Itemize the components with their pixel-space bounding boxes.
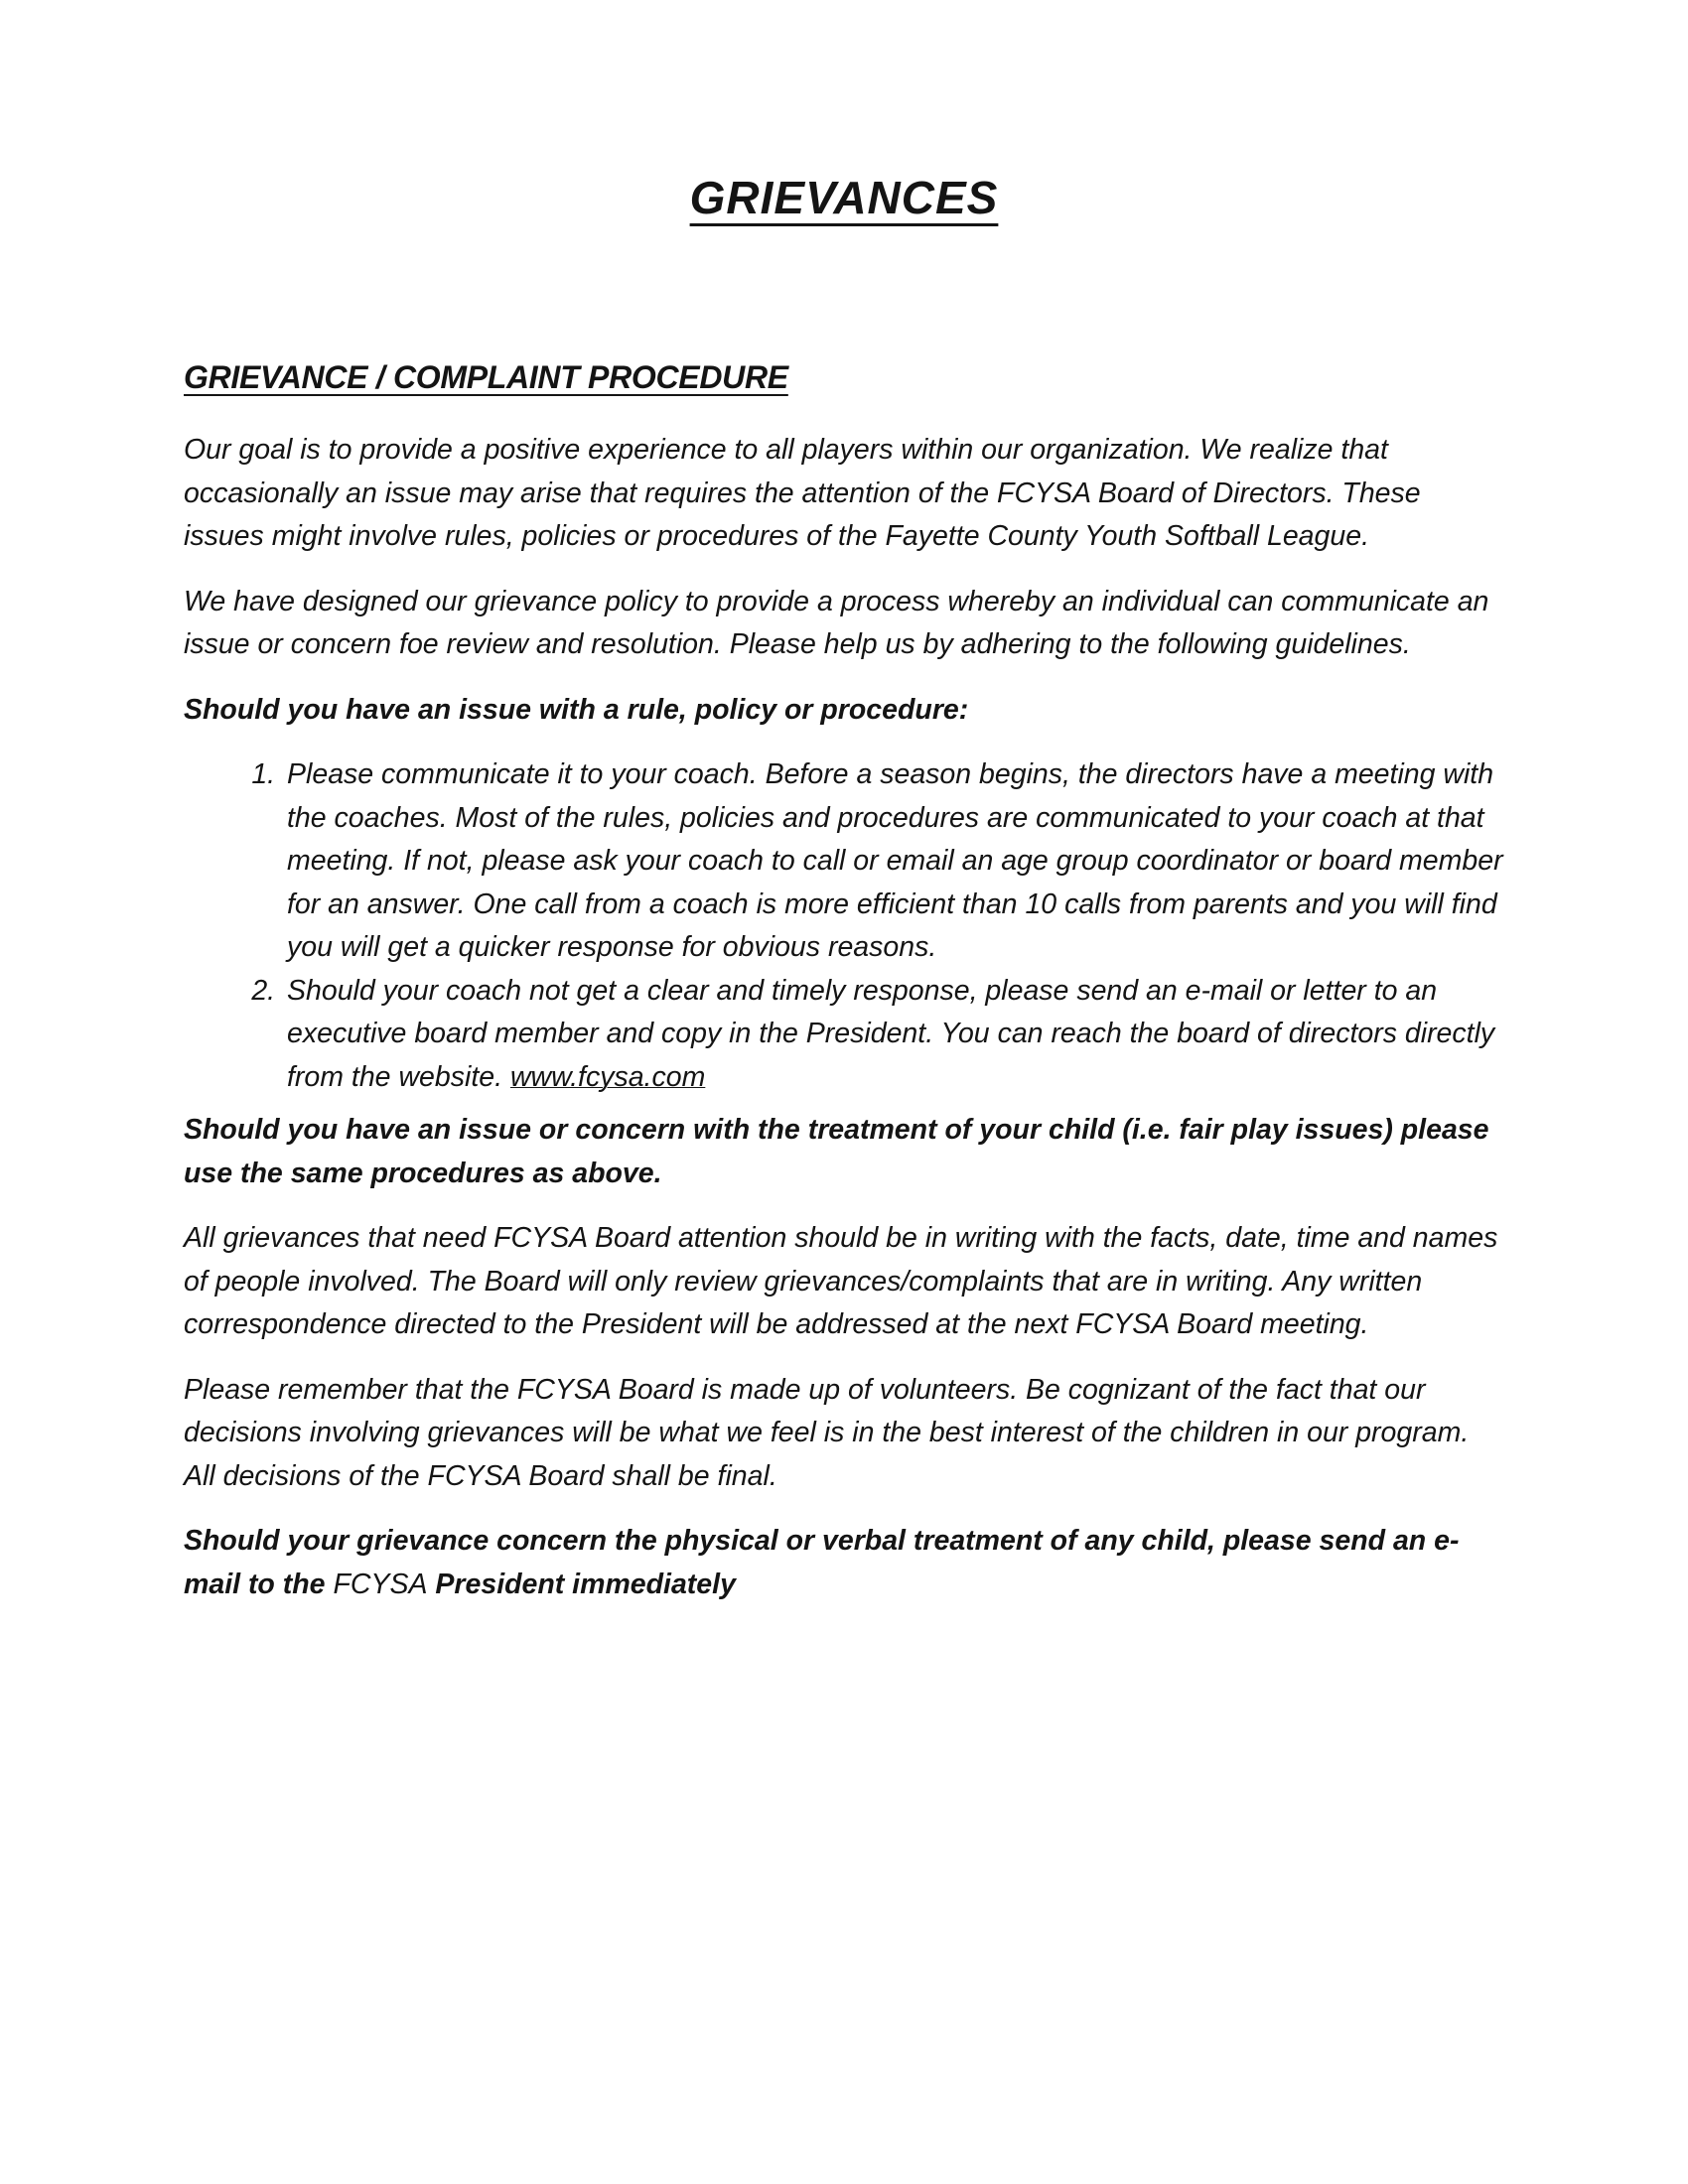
rule-issue-heading: Should you have an issue with a rule, policy or procedure: <box>184 693 969 726</box>
procedure-step-1 <box>283 753 1504 970</box>
physical-org-name: FCYSA <box>333 1568 428 1600</box>
procedure-steps-list <box>184 753 1504 1099</box>
page-title: GRIEVANCES <box>689 172 999 223</box>
physical-text-before: Should your grievance concern the physical or verbal treatment of any child, please send an e-mail to the <box>184 1525 1460 1600</box>
volunteers-paragraph: Please remember that the FCYSA Board is made up of volunteers. Be cognizant of the fact that our decisions involving grievances will be what we feel is in the best interest of the children in our program. All decisions of the FCYSA Board shall be final. <box>184 1373 1470 1492</box>
policy-paragraph: We have designed our grievance policy to provide a process whereby an individual can communicate an issue or concern foe review and resolution. Please help us by adhering to the following guidelines. <box>184 585 1489 660</box>
website-link[interactable]: www.fcysa.com <box>509 1060 706 1093</box>
treatment-heading: Should you have an issue or concern with the treatment of your child (i.e. fair play issues) please use the same procedures as above. <box>184 1114 1489 1189</box>
intro-paragraph: Our goal is to provide a positive experience to all players within our organization. We realize that occasionally an issue may arise that requires the attention of the FCYSA Board of Directors. These issues might involve rules, policies or procedures of the Fayette County Youth Softball League. <box>184 434 1421 552</box>
procedure-step-2 <box>283 970 1504 1100</box>
section-heading: GRIEVANCE / COMPLAINT PROCEDURE <box>184 359 788 395</box>
step-2-text: Should your coach not get a clear and timely response, please send an e-mail or letter to an executive board member and copy in the President. You can reach the board of directors directly from the website. <box>287 974 1495 1093</box>
physical-treatment-heading <box>184 1520 1504 1606</box>
physical-text-after: President immediately <box>427 1568 736 1600</box>
document-body <box>184 429 1504 1628</box>
writing-paragraph: All grievances that need FCYSA Board attention should be in writing with the facts, date, time and names of people involved. The Board will only review grievances/complaints that are in writing. Any written correspondence directed to the President will be addressed at the next FCYSA Board meeting. <box>184 1222 1498 1340</box>
step-1-text: Please communicate it to your coach. Before a season begins, the directors have a meeting with the coaches. Most of the rules, policies and procedures are communicated to your coach at that meeting. If not, please ask your coach to call or email an age group coordinator or board member for an answer. One call from a coach is more efficient than 10 calls from parents and you will find you will get a quicker response for obvious reasons. <box>287 758 1503 963</box>
